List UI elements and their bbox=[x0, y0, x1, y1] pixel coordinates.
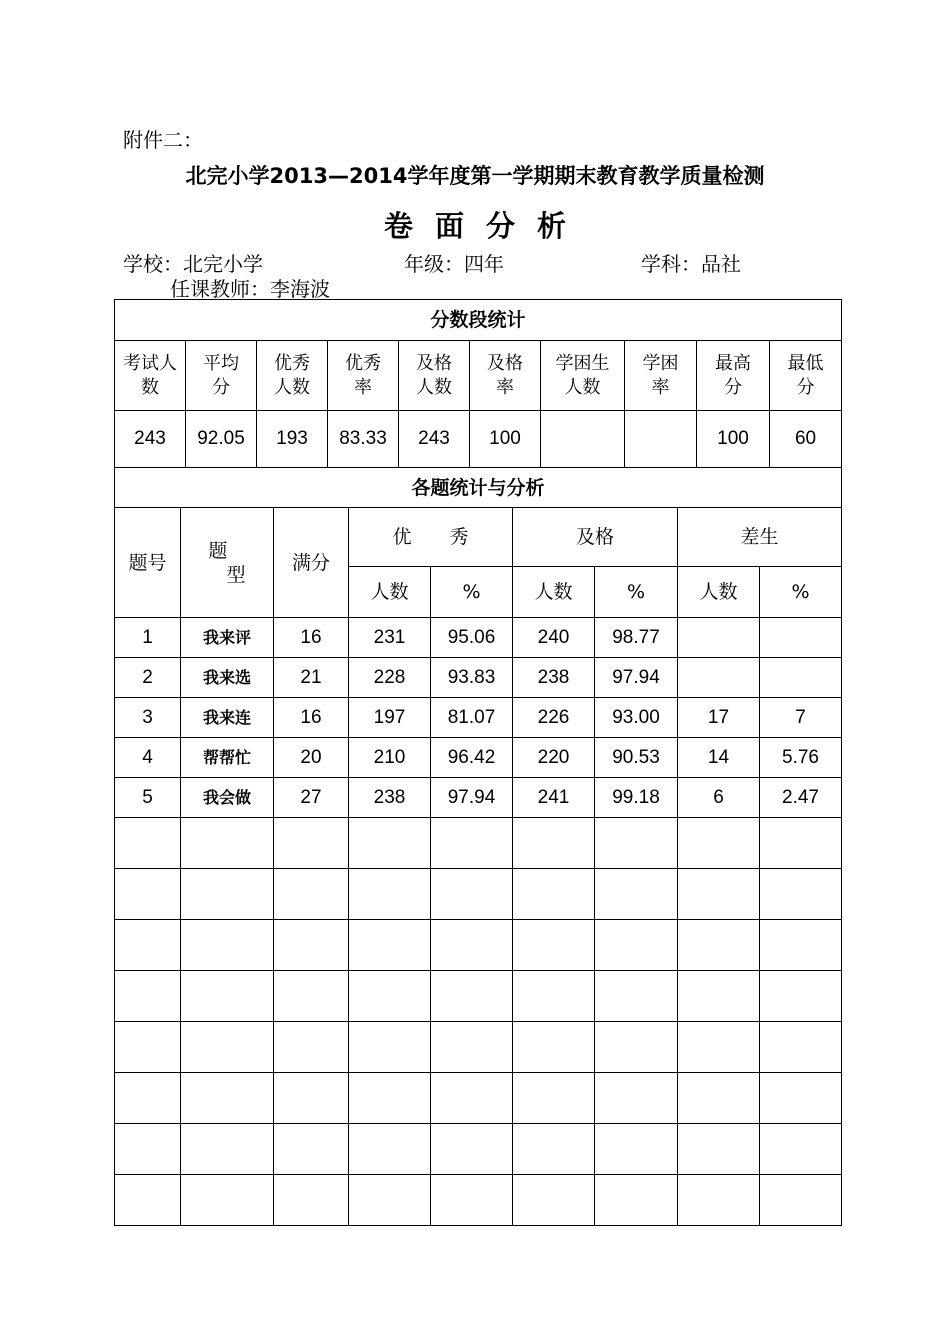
score-value-cell: 92.05 bbox=[186, 411, 257, 468]
empty-table-row bbox=[115, 818, 842, 869]
table-row bbox=[115, 698, 842, 738]
score-label-line: 最低 bbox=[787, 352, 824, 374]
score-value-cell: 100 bbox=[470, 411, 541, 468]
cell-no: 2 bbox=[115, 658, 181, 698]
group-pass: 及格 bbox=[513, 508, 678, 567]
empty-cell bbox=[274, 869, 349, 920]
score-label-line: 优秀 bbox=[345, 352, 381, 374]
score-label-line: 分 bbox=[212, 376, 230, 398]
empty-cell bbox=[760, 1175, 842, 1226]
empty-cell bbox=[760, 1073, 842, 1124]
score-label-line: 率 bbox=[496, 376, 514, 398]
sub-pass-count: 人数 bbox=[513, 567, 595, 618]
attachment-label: 附件二： bbox=[123, 128, 203, 152]
empty-cell bbox=[595, 1175, 678, 1226]
score-value-cell: 243 bbox=[399, 411, 470, 468]
cell-pa-p: 93.00 bbox=[595, 698, 678, 738]
empty-cell bbox=[513, 1073, 595, 1124]
cell-ex-n: 238 bbox=[349, 778, 431, 818]
empty-cell bbox=[274, 920, 349, 971]
cell-po-p bbox=[760, 618, 842, 658]
col-full-score: 满分 bbox=[274, 508, 349, 618]
empty-cell bbox=[349, 869, 431, 920]
score-label-line: 平均 bbox=[203, 352, 239, 374]
empty-cell bbox=[678, 1124, 760, 1175]
empty-cell bbox=[431, 818, 513, 869]
cell-full: 20 bbox=[274, 738, 349, 778]
score-label-cell bbox=[470, 341, 541, 411]
score-label-cell bbox=[257, 341, 328, 411]
empty-cell bbox=[115, 1124, 181, 1175]
score-value-cell bbox=[625, 411, 697, 468]
empty-cell bbox=[595, 1022, 678, 1073]
cell-po-p bbox=[760, 658, 842, 698]
col-question-number: 题号 bbox=[115, 508, 181, 618]
col-question-type bbox=[181, 508, 274, 618]
sub-poor-count: 人数 bbox=[678, 567, 760, 618]
empty-cell bbox=[760, 920, 842, 971]
empty-cell bbox=[181, 920, 274, 971]
sub-excellent-count: 人数 bbox=[349, 567, 431, 618]
cell-no: 4 bbox=[115, 738, 181, 778]
question-statistics-table bbox=[114, 467, 842, 1226]
empty-cell bbox=[115, 920, 181, 971]
empty-cell bbox=[349, 1073, 431, 1124]
empty-cell bbox=[760, 818, 842, 869]
cell-ex-p: 96.42 bbox=[431, 738, 513, 778]
score-label-cell bbox=[399, 341, 470, 411]
cell-no: 5 bbox=[115, 778, 181, 818]
score-label-line: 学困 bbox=[642, 352, 679, 374]
empty-cell bbox=[349, 1175, 431, 1226]
score-label-line: 及格 bbox=[487, 352, 523, 374]
cell-ex-p: 93.83 bbox=[431, 658, 513, 698]
score-label-line: 人数 bbox=[274, 376, 310, 398]
empty-cell bbox=[181, 1073, 274, 1124]
empty-cell bbox=[678, 1073, 760, 1124]
cell-pa-p: 98.77 bbox=[595, 618, 678, 658]
empty-table-row bbox=[115, 971, 842, 1022]
subject-info: 学科：品社 bbox=[641, 252, 741, 276]
score-label-line: 考试人 bbox=[123, 352, 177, 374]
score-label-line: 分 bbox=[796, 376, 815, 398]
cell-no: 1 bbox=[115, 618, 181, 658]
empty-cell bbox=[349, 1022, 431, 1073]
empty-cell bbox=[760, 1022, 842, 1073]
empty-cell bbox=[115, 1073, 181, 1124]
cell-po-n: 14 bbox=[678, 738, 760, 778]
empty-table-row bbox=[115, 1022, 842, 1073]
table-row bbox=[115, 658, 842, 698]
score-value-cell bbox=[541, 411, 625, 468]
cell-type: 我会做 bbox=[181, 778, 274, 818]
score-label-cell bbox=[186, 341, 257, 411]
score-label-line: 优秀 bbox=[274, 352, 310, 374]
cell-full: 16 bbox=[274, 698, 349, 738]
cell-pa-p: 90.53 bbox=[595, 738, 678, 778]
empty-table-row bbox=[115, 1175, 842, 1226]
grade-info: 年级：四年 bbox=[404, 252, 504, 276]
empty-cell bbox=[274, 1175, 349, 1226]
empty-cell bbox=[274, 1022, 349, 1073]
empty-cell bbox=[595, 971, 678, 1022]
cell-po-p: 5.76 bbox=[760, 738, 842, 778]
empty-cell bbox=[431, 920, 513, 971]
cell-pa-n: 226 bbox=[513, 698, 595, 738]
score-label-line: 最高 bbox=[715, 352, 751, 374]
cell-ex-n: 197 bbox=[349, 698, 431, 738]
score-label-cell bbox=[115, 341, 186, 411]
empty-cell bbox=[181, 1022, 274, 1073]
empty-cell bbox=[760, 869, 842, 920]
cell-type: 我来选 bbox=[181, 658, 274, 698]
empty-cell bbox=[274, 971, 349, 1022]
document-title: 北完小学2013—2014学年度第一学期期末教育教学质量检测 bbox=[185, 164, 765, 188]
empty-cell bbox=[595, 1073, 678, 1124]
empty-cell bbox=[181, 1175, 274, 1226]
cell-po-n bbox=[678, 618, 760, 658]
score-label-cell bbox=[697, 341, 770, 411]
empty-cell bbox=[181, 971, 274, 1022]
cell-full: 27 bbox=[274, 778, 349, 818]
empty-cell bbox=[513, 818, 595, 869]
score-label-cell bbox=[770, 341, 842, 411]
empty-cell bbox=[513, 869, 595, 920]
empty-cell bbox=[678, 971, 760, 1022]
empty-cell bbox=[595, 920, 678, 971]
empty-cell bbox=[513, 1022, 595, 1073]
sub-excellent-pct: % bbox=[431, 567, 513, 618]
empty-cell bbox=[349, 818, 431, 869]
empty-cell bbox=[115, 1022, 181, 1073]
cell-ex-p: 81.07 bbox=[431, 698, 513, 738]
document-subtitle: 卷面分析 bbox=[383, 209, 588, 243]
score-label-cell bbox=[625, 341, 697, 411]
cell-ex-n: 228 bbox=[349, 658, 431, 698]
cell-pa-n: 240 bbox=[513, 618, 595, 658]
empty-table-row bbox=[115, 920, 842, 971]
empty-table-row bbox=[115, 869, 842, 920]
score-statistics-table bbox=[114, 299, 842, 468]
empty-cell bbox=[349, 920, 431, 971]
empty-cell bbox=[431, 1124, 513, 1175]
empty-cell bbox=[513, 971, 595, 1022]
empty-cell bbox=[349, 1124, 431, 1175]
group-poor: 差生 bbox=[678, 508, 842, 567]
empty-cell bbox=[431, 869, 513, 920]
score-value-cell: 193 bbox=[257, 411, 328, 468]
cell-po-n: 6 bbox=[678, 778, 760, 818]
cell-ex-n: 231 bbox=[349, 618, 431, 658]
empty-cell bbox=[181, 869, 274, 920]
cell-type: 我来连 bbox=[181, 698, 274, 738]
empty-cell bbox=[349, 971, 431, 1022]
empty-cell bbox=[274, 1073, 349, 1124]
cell-po-p: 7 bbox=[760, 698, 842, 738]
cell-po-n bbox=[678, 658, 760, 698]
score-label-line: 率 bbox=[651, 376, 670, 398]
empty-cell bbox=[595, 869, 678, 920]
empty-cell bbox=[181, 818, 274, 869]
empty-cell bbox=[181, 1124, 274, 1175]
score-label-line: 学困生 bbox=[555, 352, 610, 374]
empty-cell bbox=[274, 1124, 349, 1175]
table-row bbox=[115, 618, 842, 658]
group-excellent: 优 秀 bbox=[349, 508, 513, 567]
empty-cell bbox=[513, 1124, 595, 1175]
empty-table-row bbox=[115, 1124, 842, 1175]
cell-full: 16 bbox=[274, 618, 349, 658]
score-value-cell: 60 bbox=[770, 411, 842, 468]
empty-cell bbox=[678, 1022, 760, 1073]
cell-pa-n: 241 bbox=[513, 778, 595, 818]
empty-cell bbox=[431, 971, 513, 1022]
school-info: 学校：北完小学 bbox=[123, 252, 263, 276]
empty-cell bbox=[513, 920, 595, 971]
empty-cell bbox=[115, 971, 181, 1022]
score-value-cell: 100 bbox=[697, 411, 770, 468]
cell-pa-p: 97.94 bbox=[595, 658, 678, 698]
score-label-cell bbox=[541, 341, 625, 411]
empty-cell bbox=[431, 1073, 513, 1124]
cell-ex-p: 97.94 bbox=[431, 778, 513, 818]
empty-cell bbox=[595, 1124, 678, 1175]
col-type-char-1: 题 bbox=[208, 539, 228, 562]
empty-cell bbox=[678, 869, 760, 920]
score-label-line: 分 bbox=[724, 376, 742, 398]
question-section-header: 各题统计与分析 bbox=[115, 468, 842, 508]
empty-cell bbox=[431, 1022, 513, 1073]
cell-type: 帮帮忙 bbox=[181, 738, 274, 778]
score-label-cell bbox=[328, 341, 399, 411]
col-type-char-2: 型 bbox=[226, 563, 246, 586]
empty-cell bbox=[513, 1175, 595, 1226]
cell-po-p: 2.47 bbox=[760, 778, 842, 818]
cell-no: 3 bbox=[115, 698, 181, 738]
table-row bbox=[115, 738, 842, 778]
cell-full: 21 bbox=[274, 658, 349, 698]
empty-cell bbox=[431, 1175, 513, 1226]
cell-po-n: 17 bbox=[678, 698, 760, 738]
score-label-line: 及格 bbox=[416, 352, 452, 374]
score-value-cell: 243 bbox=[115, 411, 186, 468]
score-label-line: 率 bbox=[354, 376, 372, 398]
cell-type: 我来评 bbox=[181, 618, 274, 658]
empty-cell bbox=[678, 920, 760, 971]
cell-pa-p: 99.18 bbox=[595, 778, 678, 818]
cell-ex-p: 95.06 bbox=[431, 618, 513, 658]
empty-table-row bbox=[115, 1073, 842, 1124]
table-row bbox=[115, 778, 842, 818]
cell-ex-n: 210 bbox=[349, 738, 431, 778]
empty-cell bbox=[678, 1175, 760, 1226]
score-label-line: 人数 bbox=[564, 376, 601, 398]
empty-cell bbox=[760, 1124, 842, 1175]
cell-pa-n: 220 bbox=[513, 738, 595, 778]
empty-cell bbox=[760, 971, 842, 1022]
score-value-cell: 83.33 bbox=[328, 411, 399, 468]
empty-cell bbox=[115, 869, 181, 920]
score-label-line: 数 bbox=[141, 376, 159, 398]
score-section-header: 分数段统计 bbox=[115, 300, 842, 341]
empty-cell bbox=[678, 818, 760, 869]
empty-cell bbox=[595, 818, 678, 869]
teacher-info: 任课教师：李海波 bbox=[170, 277, 330, 301]
cell-pa-n: 238 bbox=[513, 658, 595, 698]
score-label-line: 人数 bbox=[416, 376, 452, 398]
empty-cell bbox=[115, 1175, 181, 1226]
empty-cell bbox=[115, 818, 181, 869]
sub-pass-pct: % bbox=[595, 567, 678, 618]
empty-cell bbox=[274, 818, 349, 869]
sub-poor-pct: % bbox=[760, 567, 842, 618]
